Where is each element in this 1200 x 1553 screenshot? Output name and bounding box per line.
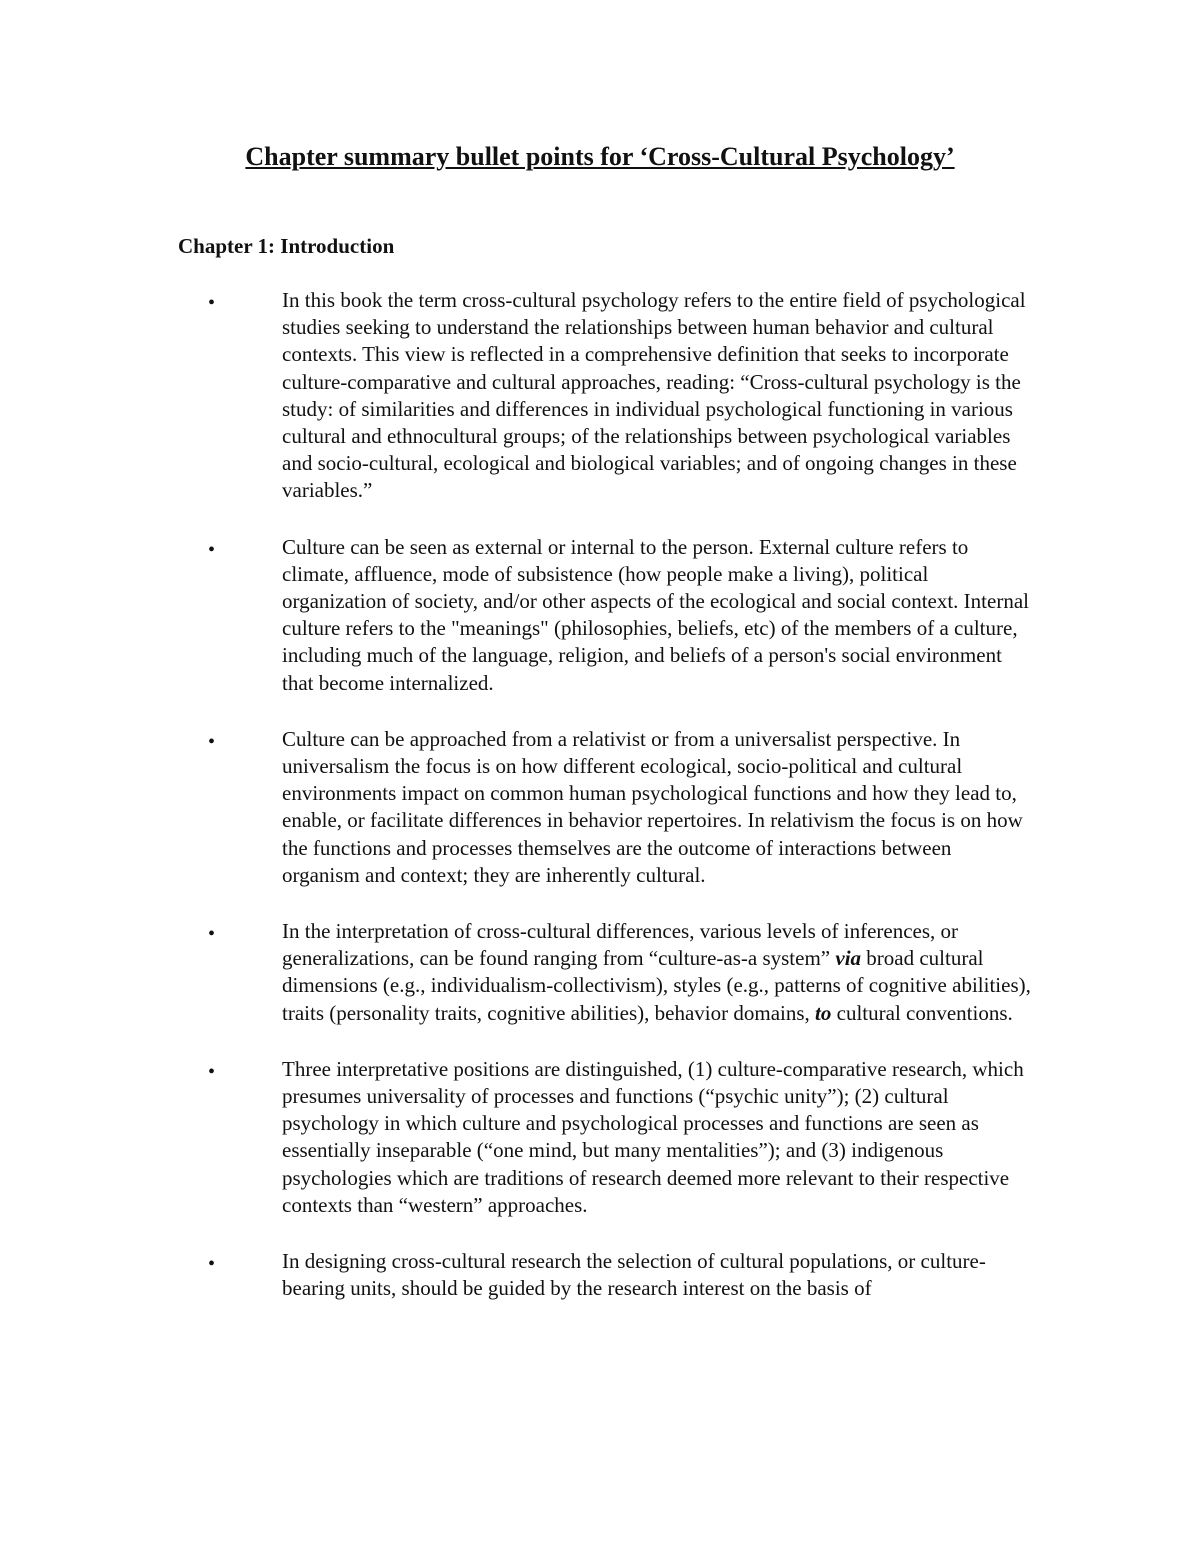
bullet-icon: • [208, 538, 216, 561]
chapter-heading: Chapter 1: Introduction [178, 234, 395, 258]
list-item [0, 534, 1032, 697]
bullet-list [0, 287, 1200, 1332]
bullet-text: In this book the term cross-cultural psychology refers to the entire field of psychological studies seeking to understand the relationships between human behavior and cultural contexts. This view is reflected in a comprehensive definition that seeks to incorporate culture-comparative and cultural approaches, reading: “Cross-cultural psychology is the study: of similarities and differences in individual psychological functioning in various cultural and ethnocultural groups; of the relationships between psychological variables and socio-cultural, ecological and biological variables; and of ongoing changes in these variables.” [282, 288, 1026, 503]
bullet-icon: • [208, 292, 216, 314]
bullet-text: Three interpretative positions are distinguished, (1) culture-comparative research, which presumes universality of processes and functions (“psychic unity”); (2) cultural psychology in which culture and psychological processes and functions are seen as essentially inseparable (“one mind, but many mentalities”); and (3) indigenous psychologies which are traditions of research deemed more relevant to their respective contexts than “western” approaches. [282, 1056, 1024, 1217]
bullet-text-part: In the interpretation of cross-cultural differences, various levels of inferences, or generalizations, can be found ranging from “culture-as-a system” [282, 919, 959, 971]
bullet-text-part: cultural conventions. [831, 1000, 1013, 1025]
list-item [0, 1056, 1032, 1219]
bullet-icon: • [208, 730, 216, 753]
bullet-icon: • [208, 923, 216, 946]
bullet-icon: • [208, 1253, 216, 1276]
emphasis-via: via [835, 946, 862, 971]
bullet-text [282, 918, 1032, 1027]
document-title: Chapter summary bullet points for ‘Cross-Cultural Psychology’ [245, 142, 955, 171]
list-item [0, 918, 1032, 1027]
bullet-text-part: broad cultural dimensions (e.g., individualism-collectivism), styles (e.g., patterns of cognitive abilities), traits (personality traits, cognitive abilities), behavior domains, [282, 946, 1031, 1025]
bullet-text: In designing cross-cultural research the selection of cultural populations, or culture-bearing units, should be guided by the research interest on the basis of [282, 1249, 986, 1301]
bullet-text: Culture can be seen as external or internal to the person. External culture refers to climate, affluence, mode of subsistence (how people make a living), political organization of society, and/or other aspects of the ecological and social context. Internal culture refers to the "meanings" (philosophies, beliefs, etc) of the members of a culture, including much of the language, religion, and beliefs of a person's social environment that become internalized. [282, 534, 1029, 695]
bullet-icon: • [208, 1060, 216, 1083]
list-item [0, 1248, 1032, 1302]
list-item [0, 287, 1032, 505]
emphasis-to: to [815, 1000, 832, 1025]
bullet-text: Culture can be approached from a relativist or from a universalist perspective. In universalism the focus is on how different ecological, socio-political and cultural environments impact on common human psychological functions and how they lead to, enable, or facilitate differences in behavior repertoires. In relativism the focus is on how the functions and processes themselves are the outcome of interactions between organism and context; they are inherently cultural. [282, 726, 1023, 887]
list-item [0, 726, 1032, 889]
